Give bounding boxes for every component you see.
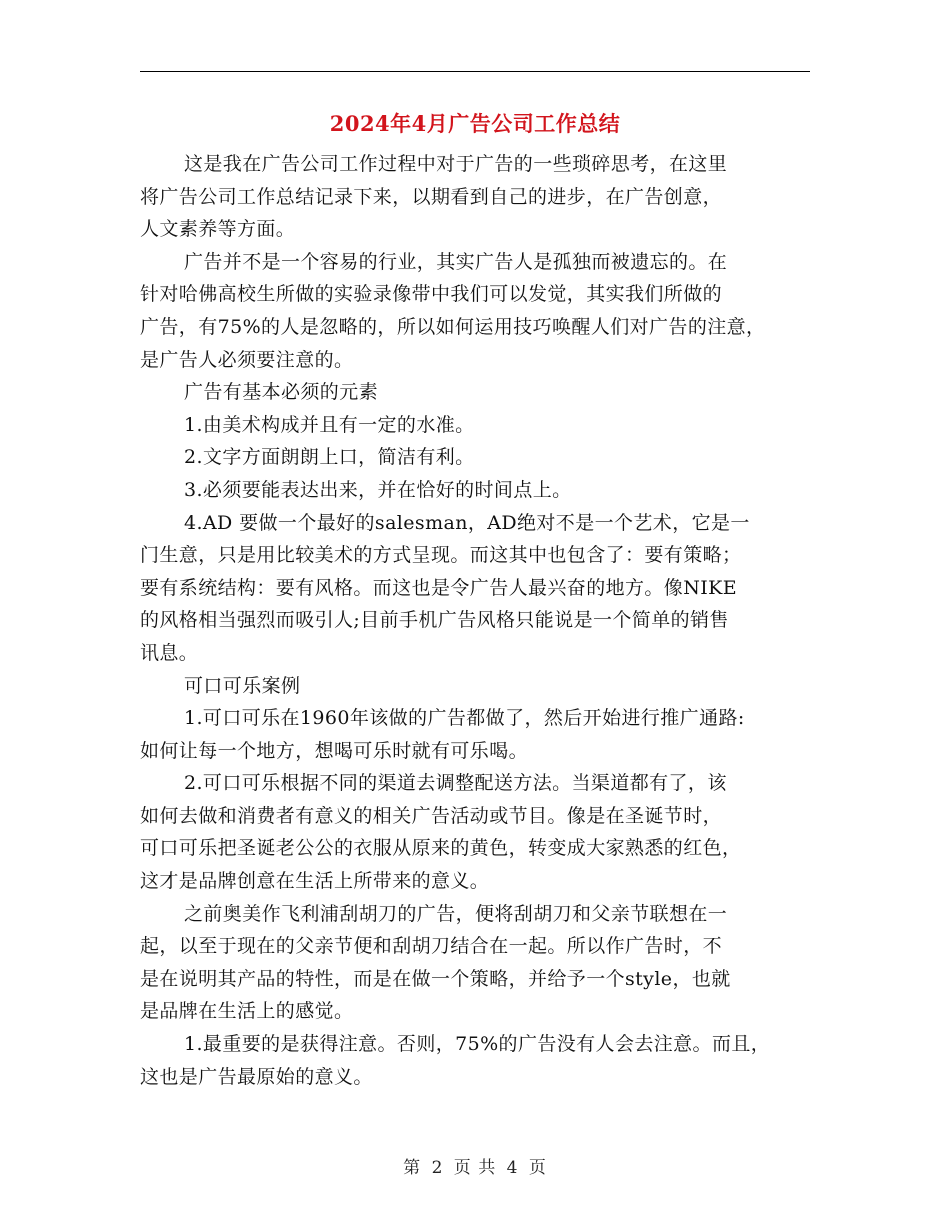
footer-suffix: 页 xyxy=(528,1158,547,1178)
text-line: 的风格相当强烈而吸引人;目前手机广告风格只能说是一个简单的销售 xyxy=(140,609,729,632)
text-line: 1.由美术构成并且有一定的水准。 xyxy=(184,413,475,436)
text-line: 1.可口可乐在1960年该做的广告都做了，然后开始进行推广通路: xyxy=(184,707,745,730)
text-line: 要有系统结构：要有风格。而这也是令广告人最兴奋的地方。像NIKE xyxy=(140,576,737,599)
footer-total-pages: 4 xyxy=(506,1158,519,1178)
text-line: 如何让每一个地方，想喝可乐时就有可乐喝。 xyxy=(140,739,529,762)
document-body xyxy=(140,148,820,1093)
footer-page-number: 2 xyxy=(431,1158,444,1178)
text-line: 2.可口可乐根据不同的渠道去调整配送方法。当渠道都有了，该 xyxy=(184,772,727,795)
text-line: 这是我在广告公司工作过程中对于广告的一些琐碎思考，在这里 xyxy=(184,153,728,175)
text-line: 广告，有75%的人是忽略的，所以如何运用技巧唤醒人们对广告的注意， xyxy=(140,315,766,338)
text-line: 是在说明其产品的特性，而是在做一个策略，并给予一个style，也就 xyxy=(140,967,731,990)
text-line: 是品牌在生活上的感觉。 xyxy=(140,1000,354,1023)
header-rule xyxy=(140,71,810,72)
text-line: 可口可乐把圣诞老公公的衣服从原来的黄色，转变成大家熟悉的红色， xyxy=(140,837,742,860)
text-line: 人文素养等方面。 xyxy=(140,218,296,241)
footer-middle: 页 共 xyxy=(453,1158,497,1178)
text-line: 讯息。 xyxy=(140,641,199,664)
text-line: 2.文字方面朗朗上口，简洁有利。 xyxy=(184,446,475,469)
text-line: 这才是品牌创意在生活上所带来的意义。 xyxy=(140,870,490,893)
text-line: 是广告人必须要注意的。 xyxy=(140,348,354,371)
page-footer xyxy=(0,1153,950,1178)
text-line: 如何去做和消费者有意义的相关广告活动或节目。像是在圣诞节时， xyxy=(140,804,723,827)
text-line: 可口可乐案例 xyxy=(184,674,301,697)
document-title: 2024年4月广告公司工作总结 xyxy=(329,111,621,136)
text-line: 4.AD 要做一个最好的salesman，AD绝对不是一个艺术，它是一 xyxy=(184,511,750,534)
text-line: 广告有基本必须的元素 xyxy=(184,381,379,404)
text-line: 针对哈佛高校生所做的实验录像带中我们可以发觉，其实我们所做的 xyxy=(140,283,723,306)
text-line: 广告并不是一个容易的行业，其实广告人是孤独而被遗忘的。在 xyxy=(184,250,728,273)
text-line: 这也是广告最原始的意义。 xyxy=(140,1065,373,1088)
text-line: 起，以至于现在的父亲节便和刮胡刀结合在一起。所以作广告时，不 xyxy=(140,935,723,958)
text-line: 1.最重要的是获得注意。否则，75%的广告没有人会去注意。而且， xyxy=(184,1033,771,1056)
footer-prefix: 第 xyxy=(403,1158,422,1178)
text-line: 3.必须要能表达出来，并在恰好的时间点上。 xyxy=(184,478,572,501)
text-line: 门生意，只是用比较美术的方式呈现。而这其中也包含了：要有策略； xyxy=(140,544,742,567)
text-line: 将广告公司工作总结记录下来，以期看到自己的进步，在广告创意， xyxy=(140,185,723,208)
text-line: 之前奥美作飞利浦刮胡刀的广告，便将刮胡刀和父亲节联想在一 xyxy=(184,902,728,925)
